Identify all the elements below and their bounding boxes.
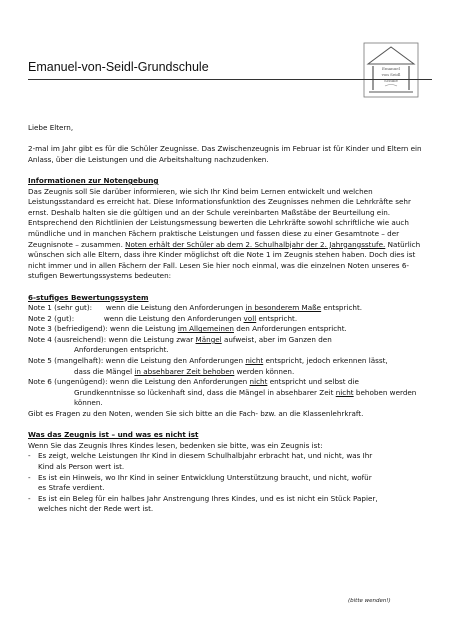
header-rule [28,79,432,80]
grade-4: Note 4 (ausreichend): wenn die Leistung zwar Mängel aufweist, aber im Ganzen den [28,334,332,344]
grades-closing: Gibt es Fragen zu den Noten, wenden Sie sich bitte an die Fach- bzw. an die Klassenlehrkraft. [28,409,364,419]
grade-6-continued: Grundkenntnisse so lückenhaft sind, dass die Mängel in absehbarer Zeit nicht behoben werden [74,387,417,397]
grade-6-continued-2: können. [74,398,103,408]
grade-4-continued: Anforderungen entspricht. [74,345,169,355]
noten-ab-note: Noten erhält der Schüler ab dem 2. Schulhalbjahr der 2. Jahrgangsstufe. [125,239,386,249]
bewertung-heading: 6-stufiges Bewertungssystem [28,292,149,302]
notengebung-heading: Informationen zur Notengebung [28,175,159,185]
svg-text:von Seidl: von Seidl [381,72,401,77]
intro-paragraph: 2-mal im Jahr gibt es für die Schüler Zeugnisse. Das Zwischenzeugnis im Februar ist für Kinder und Eltern ein Anlass, über die Leistungen und die Arbeitshaltung nachzudenken. [28,144,422,164]
list-item: - Es zeigt, welche Leistungen Ihr Kind in diesem Schulhalbjahr erbracht hat, und nicht, was Ihr Kind als Person wert ist. [28,451,373,471]
notengebung-paragraph: Das Zeugnis soll Sie darüber informieren, wie sich Ihr Kind beim Lernen entwickelt und welchen Leistungsstandard es erreicht hat. Diese Informationsfunktion des Zeugnisses nehmen die Lehrkräfte sehr ernst. Deshalb halten sie die gültigen und an der Schule vereinbarten Maßstäbe der Beurteilung ein. Entsprechend den Richtlinien der Leistungsmessung bewerten die Lehrkräfte sowohl schriftliche wie auch mündliche und in manchen Fächern praktische Leistungen und fassen diese zu einer Gesamtnote – der Zeugnisnote – zusammen. Noten erhält der Schüler ab dem 2. Schulhalbjahr der 2. Jahrgangsstufe. Natürlich wünschen sich alle Eltern, dass ihre Kinder möglichst oft die Note 1 im Zeugnis stehen haben. Doch dies ist nicht immer und in allen Fächern der Fall. Lesen Sie hier noch einmal, was die einzelnen Noten unseres 6-stufigen Bewertungssystems bedeuten: [28,186,421,281]
svg-text:Schule: Schule [384,78,398,83]
school-logo [363,42,419,98]
grade-5-continued: dass die Mängel in absehbarer Zeit behoben werden können. [74,366,295,376]
school-name: Emanuel-von-Seidl-Grundschule [28,60,209,74]
salutation: Liebe Eltern, [28,123,74,132]
zeugnis-heading: Was das Zeugnis ist – und was es nicht ist [28,430,199,440]
list-item: - Es ist ein Beleg für ein halbes Jahr Anstrengung Ihres Kindes, und es ist nicht ein Stück Papier, welches nicht der Rede wert ist. [28,493,378,514]
grade-6: Note 6 (ungenügend): wenn die Leistung den Anforderungen nicht entspricht und selbst die [28,377,359,387]
grade-2: Note 2 (gut): wenn die Leistung den Anforderungen voll entspricht. [28,313,298,323]
svg-text:Emanuel: Emanuel [382,66,400,71]
grade-1: Note 1 (sehr gut): wenn die Leistung den Anforderungen in besonderem Maße entspricht. [28,303,363,313]
letter-body [28,123,432,515]
list-item: - Es ist ein Hinweis, wo Ihr Kind in seiner Entwicklung Unterstützung braucht, und nicht, wofür es Strafe verdient. [28,472,372,493]
grade-3: Note 3 (befriedigend): wenn die Leistung im Allgemeinen den Anforderungen entspricht. [28,324,347,334]
grade-5: Note 5 (mangelhaft): wenn die Leistung den Anforderungen nicht entspricht, jedoch erkennen lässt, [28,356,388,366]
zeugnis-intro: Wenn Sie das Zeugnis Ihres Kindes lesen, bedenken sie bitte, was ein Zeugnis ist: [28,440,323,450]
please-turn-note: (bitte wenden!) [348,598,391,604]
